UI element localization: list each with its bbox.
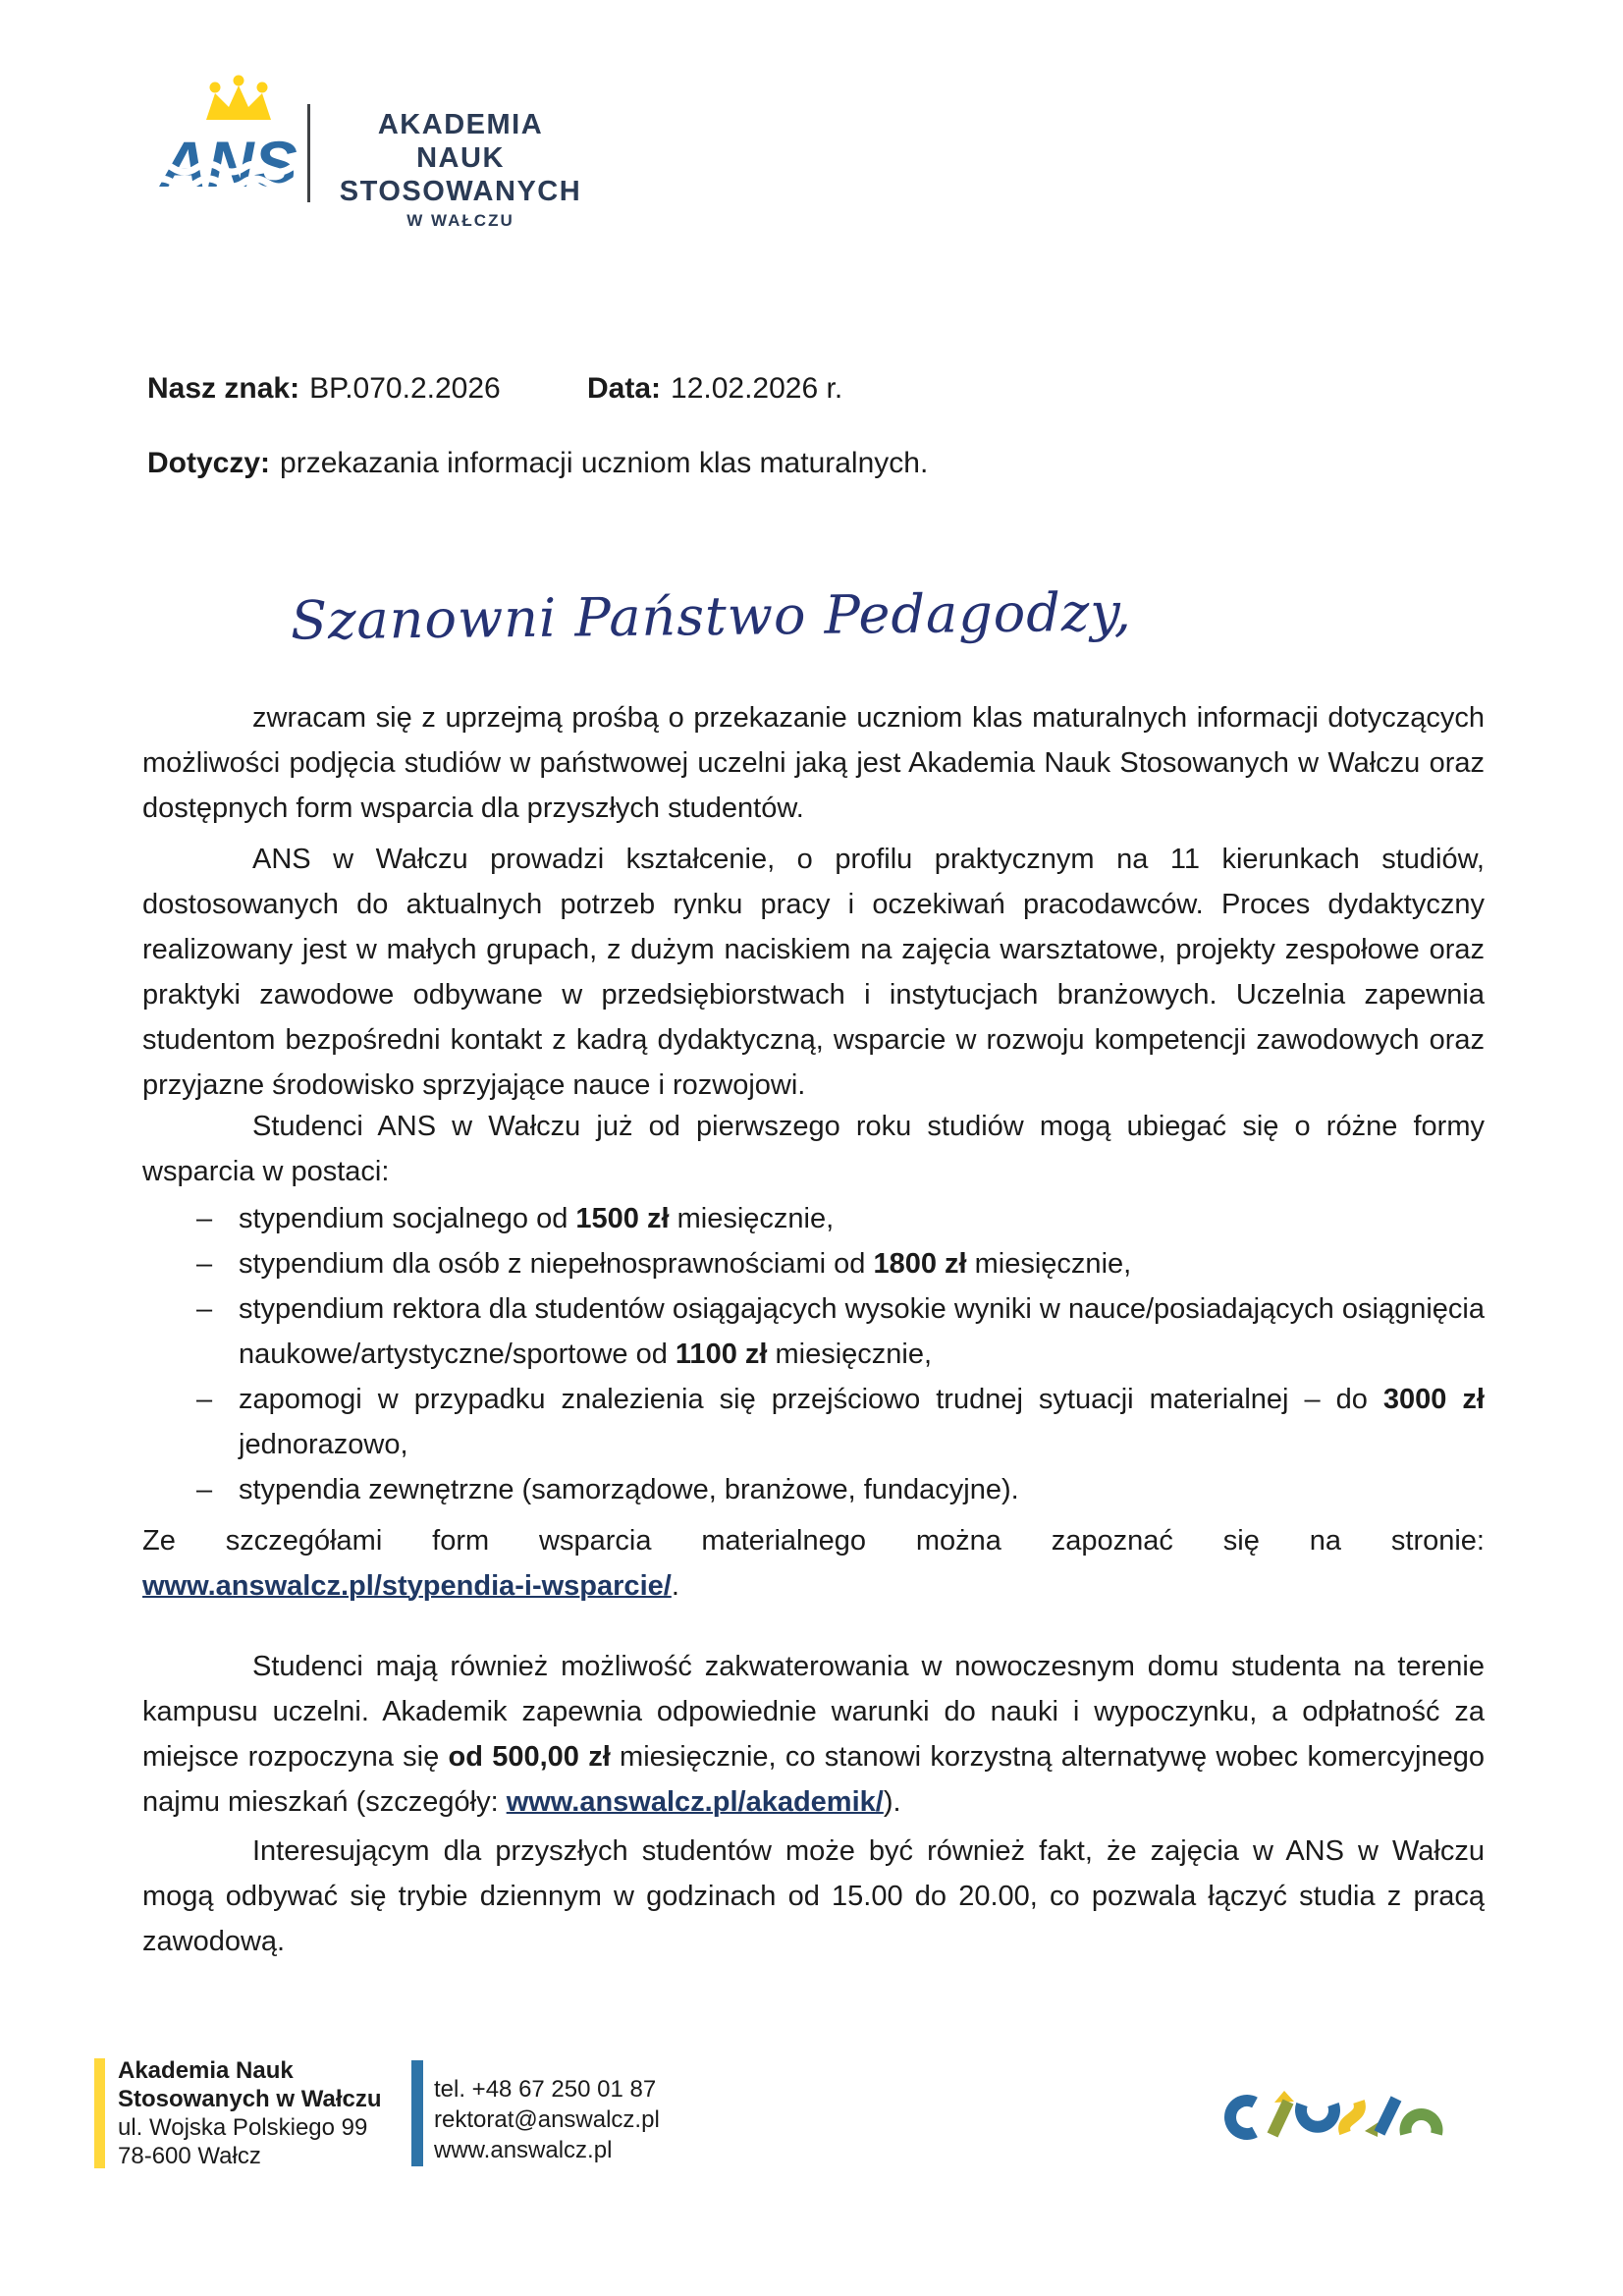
amount-bold: 1800 zł (873, 1248, 967, 1280)
list-item (196, 1196, 1485, 1241)
amount-bold: 1500 zł (575, 1203, 670, 1234)
amount-bold: 1100 zł (675, 1339, 768, 1370)
text-run: miesięcznie, (767, 1339, 933, 1370)
footer-logo-arc2 (1301, 2105, 1334, 2127)
text-run: Studenci mają również możliwość zakwaterowania w nowoczesnym domu studenta na terenie kampusu uczelni. Akademik zapewnia odpowiednie warunki do nauki i wypoczynku, a odpłatność za miejsce rozpoczyna się (142, 1651, 1485, 1773)
bullet-dash: – (196, 1384, 213, 1415)
date-line (587, 369, 842, 409)
footer-phone: tel. +48 67 250 01 87 (434, 2076, 657, 2103)
subject-label: Dotyczy: (147, 447, 271, 479)
subject-line (147, 444, 928, 483)
footer-email: rektorat@answalcz.pl (434, 2106, 660, 2133)
bullet-text (239, 1241, 1485, 1286)
footer-city: 78-600 Wałcz (118, 2143, 261, 2169)
text-run: stypendium rektora dla studentów osiągających wysokie wyniki w nauce/posiadających osiągnięcia naukowe/artystyczne/sportowe od (239, 1293, 1485, 1370)
ref-number-line (147, 369, 501, 409)
footer-blue-bar (411, 2060, 423, 2166)
bullet-dash: – (196, 1293, 213, 1325)
ref-value: BP.070.2.2026 (309, 372, 501, 405)
logo-letters: ANS (160, 128, 298, 200)
paragraph-schedule: Interesującym dla przyszłych studentów może być również fakt, że zajęcia w ANS w Wałczu mogą odbywać się trybie dziennym w godzinach od 15.00 do 20.00, co pozwala łączyć studia z pracą zawodową. (142, 1835, 1485, 1957)
text-run: stypendium socjalnego od (239, 1203, 576, 1234)
stipends-link[interactable]: www.answalcz.pl/stypendia-i-wsparcie/ (142, 1570, 672, 1602)
crown-icon (206, 76, 271, 121)
text-run: miesięcznie, (669, 1203, 835, 1234)
org-name (321, 108, 600, 231)
org-name-line2: NAUK STOSOWANYCH (339, 142, 582, 207)
bullet-text (239, 1286, 1485, 1377)
footer-logo-slash2 (1380, 2099, 1396, 2133)
price-bold: od 500,00 zł (448, 1741, 611, 1773)
org-name-line3: W WAŁCZU (406, 211, 514, 230)
bullet-text (239, 1467, 1485, 1512)
text-run: Ze szczegółami form wsparcia materialnego można zapoznać się na stronie: (142, 1525, 1485, 1557)
paragraph-support-details (142, 1518, 1485, 1609)
bullet-dash: – (196, 1203, 213, 1234)
footer-website: www.answalcz.pl (434, 2137, 613, 2163)
footer-org-line2: Stosowanych w Wałczu (118, 2086, 382, 2112)
amount-bold: 3000 zł (1382, 1384, 1485, 1415)
footer-yellow-bar (94, 2058, 105, 2168)
text-run: . (671, 1570, 679, 1602)
text-run: miesięcznie, co stanowi korzystną alternatywę wobec komercyjnego najmu mieszkań (szczegóły: (142, 1741, 1485, 1818)
paragraph-about-ans: ANS w Wałczu prowadzi kształcenie, o profilu praktycznym na 11 kierunkach studiów, dostosowanych do aktualnych potrzeb rynku pracy i oczekiwań pracodawców. Proces dydaktyczny realizowany jest w małych grupach, z dużym naciskiem na zajęcia warsztatowe, projekty zespołowe oraz praktyki zawodowe odbywane w przedsiębiorstwach i instytucjach branżowych. Uczelnia zapewnia studentom bezpośredni kontakt z kadrą dydaktyczną, wsparcie w rozwoju kompetencji zawodowych oraz przyjazne środowisko sprzyjające nauce i rozwojowi. (142, 844, 1485, 1101)
paragraph-support-intro: Studenci ANS w Wałczu już od pierwszego roku studiów mogą ubiegać się o różne formy wsparcia w postaci: (142, 1111, 1485, 1187)
footer-logo-scurve (1344, 2102, 1360, 2133)
footer-logo-arc1 (1230, 2101, 1255, 2134)
footer-logo-slash1 (1272, 2102, 1288, 2135)
date-label: Data: (587, 372, 662, 405)
paragraph-intro: zwracam się z uprzejmą prośbą o przekazanie uczniom klas maturalnych informacji dotyczących możliwości podjęcia studiów w państwowej uczelni jaką jest Akademia Nauk Stosowanych w Wałczu oraz dostępnych form wsparcia dla przyszłych studentów. (142, 702, 1485, 824)
list-item (196, 1241, 1485, 1286)
footer-org-line1: Akademia Nauk (118, 2057, 294, 2084)
footer-address (118, 2056, 382, 2170)
footer-contact (434, 2074, 660, 2165)
footer-partner-logo (1210, 2090, 1465, 2151)
handwritten-greeting: Szanowni Państwo Pedagodzy, (290, 580, 1133, 652)
dormitory-link[interactable]: www.answalcz.pl/akademik/ (506, 1786, 884, 1818)
list-item (196, 1467, 1485, 1512)
bullet-dash: – (196, 1474, 213, 1505)
footer-street: ul. Wojska Polskiego 99 (118, 2114, 368, 2141)
text-run: jednorazowo, (239, 1429, 408, 1460)
org-name-line1: AKADEMIA (377, 109, 544, 140)
text-run: stypendium dla osób z niepełnosprawnościami od (239, 1248, 874, 1280)
subject-value: przekazania informacji uczniom klas maturalnych. (280, 447, 929, 479)
bullet-text (239, 1196, 1485, 1241)
list-item (196, 1286, 1485, 1377)
footer-logo-arc3 (1406, 2114, 1437, 2134)
logo-divider (307, 104, 310, 202)
paragraph-dormitory (142, 1644, 1485, 1825)
text-run: ). (883, 1786, 901, 1818)
ref-label: Nasz znak: (147, 372, 300, 405)
bullet-text (239, 1377, 1485, 1467)
support-list (196, 1196, 1485, 1512)
text-run: stypendia zewnętrzne (samorządowe, branżowe, fundacyjne). (239, 1474, 1019, 1505)
list-item (196, 1377, 1485, 1467)
date-value: 12.02.2026 r. (671, 372, 843, 405)
bullet-dash: – (196, 1248, 213, 1280)
text-run: miesięcznie, (966, 1248, 1132, 1280)
ans-logo-mark (145, 75, 312, 207)
text-run: zapomogi w przypadku znalezienia się przejściowo trudnej sytuacji materialnej – do (239, 1384, 1383, 1415)
